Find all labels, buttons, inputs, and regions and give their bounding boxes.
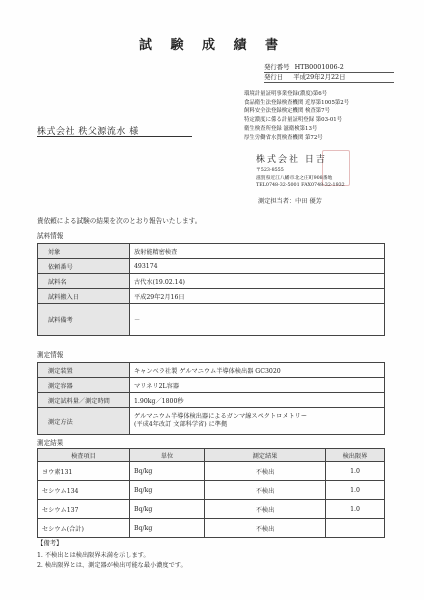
document-title: 試 験 成 績 書 <box>138 38 286 53</box>
row-label: 対象 <box>38 244 130 259</box>
table-row <box>38 244 385 259</box>
row-label: 測定装置 <box>38 363 130 378</box>
row-value: 平成29年2月16日 <box>130 289 385 304</box>
sample-section-title: 試料情報 <box>37 232 64 240</box>
measurement-section-title: 測定情報 <box>37 351 64 359</box>
client-underline <box>37 136 192 137</box>
row-value <box>130 408 385 435</box>
result-limit: 1.0 <box>326 500 385 519</box>
row-label: 試料搬入日 <box>38 289 130 304</box>
table-row <box>38 259 385 274</box>
table-row <box>38 462 385 481</box>
table-row <box>38 304 385 336</box>
registration-item: 飼料安全法登録検定機関 検査第7号 <box>244 108 331 115</box>
column-header: 測定結果 <box>205 449 326 462</box>
table-row <box>38 500 385 519</box>
column-header: 単位 <box>130 449 205 462</box>
sample-info-table <box>37 243 385 336</box>
company-address <box>256 167 406 190</box>
result-value: 不検出 <box>205 500 326 519</box>
table-row <box>38 393 385 408</box>
measurement-info-table <box>37 362 385 435</box>
table-row <box>38 289 385 304</box>
results-table <box>37 448 385 538</box>
result-limit <box>326 519 385 538</box>
intro-text: 貴依頼による試験の結果を次のとおり報告いたします。 <box>37 217 202 225</box>
row-label: 測定方法 <box>38 408 130 435</box>
result-item: セシウム(合計) <box>38 519 130 538</box>
notes-title: 【備考】 <box>37 539 63 547</box>
table-row <box>38 363 385 378</box>
row-value: 493174 <box>130 259 385 274</box>
result-unit: Bq/kg <box>130 519 205 538</box>
table-row <box>38 519 385 538</box>
table-row <box>38 378 385 393</box>
result-unit: Bq/kg <box>130 481 205 500</box>
result-item: セシウム134 <box>38 481 130 500</box>
result-value: 不検出 <box>205 519 326 538</box>
issue-number-label: 発行番号 <box>264 63 290 71</box>
result-limit: 1.0 <box>326 462 385 481</box>
result-item: ヨウ素131 <box>38 462 130 481</box>
row-value: マリネリ2L容器 <box>130 378 385 393</box>
row-value: 1.90kg／1800秒 <box>130 393 385 408</box>
column-header: 検査項目 <box>38 449 130 462</box>
row-label: 試料名 <box>38 274 130 289</box>
registration-item: 特定濃度に係る計量証明登録 第03-01号 <box>244 117 343 124</box>
note-item: 2. 検出限界とは、測定器が検出可能な最小濃度です。 <box>37 562 187 569</box>
registration-item: 衛生検査所登録 滋衛検第13号 <box>244 125 318 132</box>
issue-date-row <box>264 72 394 83</box>
results-section-title: 測定結果 <box>37 439 64 447</box>
table-row <box>38 408 385 435</box>
address-line: 〒523-8555 <box>256 168 284 173</box>
table-row <box>38 274 385 289</box>
company-name: 株式会社 日吉 <box>256 155 327 165</box>
address-line: 滋賀県近江八幡市北之庄町908番地 <box>256 175 333 181</box>
issue-date: 平成29年2月22日 <box>293 73 346 81</box>
result-unit: Bq/kg <box>130 462 205 481</box>
client-name: 株式会社 秩父源流水 様 <box>37 127 139 137</box>
method-line: (平成4年改訂 文部科学省) に準拠 <box>134 421 228 428</box>
registration-item: 食品衛生法登録検査機関 近厚第1005第2号 <box>244 99 350 106</box>
address-line: TEL0748-32-5001 FAX0748-32-1932 <box>256 183 345 188</box>
table-row <box>38 481 385 500</box>
issue-number: HTB0001006-2 <box>294 63 344 71</box>
result-item: セシウム137 <box>38 500 130 519</box>
row-value: － <box>130 304 385 336</box>
row-value: 放射能精密検査 <box>130 244 385 259</box>
row-label: 試料備考 <box>38 304 130 336</box>
method-line: ゲルマニウム半導体検出器によるガンマ線スペクトロメトリー <box>134 412 308 420</box>
row-value: 古代水(19.02.14) <box>130 274 385 289</box>
row-label: 測定容器 <box>38 378 130 393</box>
row-value: キャンベラ社製 ゲルマニウム半導体検出器 GC3020 <box>130 363 385 378</box>
row-label: 依頼番号 <box>38 259 130 274</box>
registration-item: 厚生労働省水質検査機関 第72号 <box>244 134 323 141</box>
note-item: 1. 不検出とは検出限界未満を示します。 <box>37 552 150 559</box>
row-label: 測定試料量／測定時間 <box>38 393 130 408</box>
column-header: 検出限界 <box>326 449 385 462</box>
registration-list <box>244 90 404 142</box>
issue-date-label: 発行日 <box>264 73 284 81</box>
registration-item: 環境計量証明事業登録(濃度)第6号 <box>244 91 328 97</box>
result-unit: Bq/kg <box>130 500 205 519</box>
result-value: 不検出 <box>205 481 326 500</box>
result-value: 不検出 <box>205 462 326 481</box>
table-header-row <box>38 449 385 462</box>
person-in-charge: 測定担当者：中田 優芳 <box>258 198 322 205</box>
result-limit: 1.0 <box>326 481 385 500</box>
